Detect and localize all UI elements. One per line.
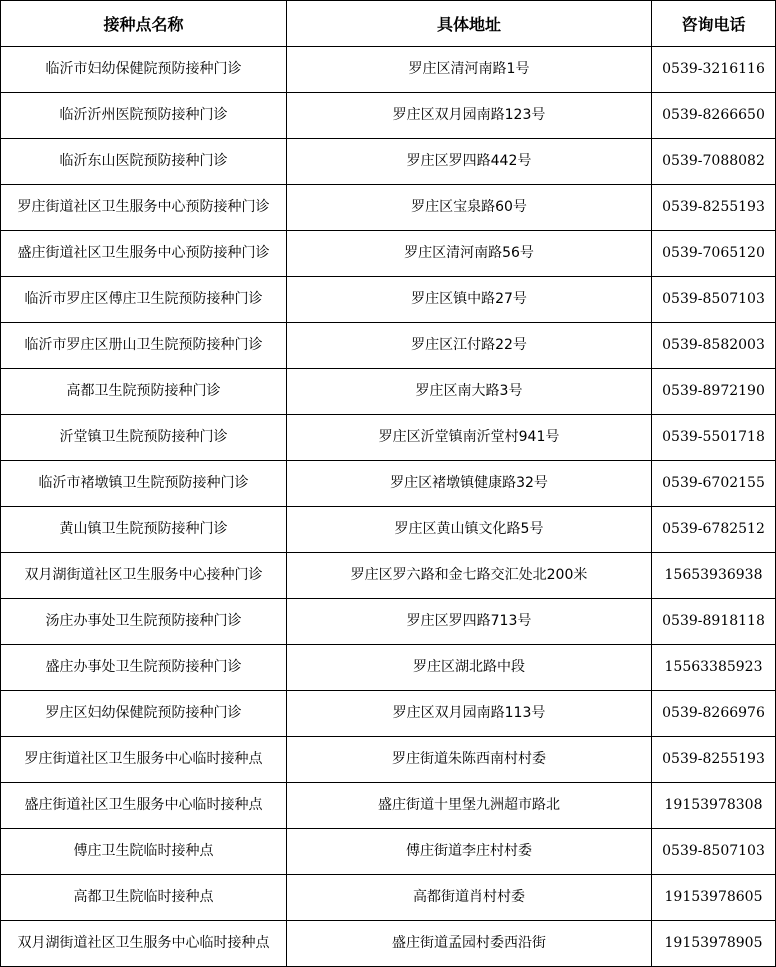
phone-cell: 0539-8266976 [652,691,776,737]
site-name-cell: 临沂市罗庄区傅庄卫生院预防接种门诊 [1,277,287,323]
site-name-cell: 盛庄街道社区卫生服务中心预防接种门诊 [1,231,287,277]
site-name-cell: 临沂东山医院预防接种门诊 [1,139,287,185]
table-row [1,553,776,599]
site-name-cell: 罗庄区妇幼保健院预防接种门诊 [1,691,287,737]
site-name-cell: 双月湖街道社区卫生服务中心临时接种点 [1,921,287,967]
address-cell: 盛庄街道孟园村委西沿街 [287,921,652,967]
site-name-cell: 临沂沂州医院预防接种门诊 [1,93,287,139]
phone-cell: 0539-8507103 [652,829,776,875]
table-row [1,47,776,93]
phone-cell: 0539-8255193 [652,737,776,783]
phone-cell: 0539-3216116 [652,47,776,93]
site-name-cell: 高都卫生院预防接种门诊 [1,369,287,415]
address-cell: 罗庄区罗四路442号 [287,139,652,185]
address-cell: 罗庄区镇中路27号 [287,277,652,323]
phone-cell: 19153978905 [652,921,776,967]
site-name-cell: 汤庄办事处卫生院预防接种门诊 [1,599,287,645]
phone-cell: 0539-7088082 [652,139,776,185]
address-cell: 高都街道肖村村委 [287,875,652,921]
header-address: 具体地址 [287,1,652,47]
address-cell: 罗庄街道朱陈西南村村委 [287,737,652,783]
address-cell: 罗庄区宝泉路60号 [287,185,652,231]
address-cell: 罗庄区黄山镇文化路5号 [287,507,652,553]
table-body [1,47,776,967]
phone-cell: 0539-8972190 [652,369,776,415]
phone-cell: 15563385923 [652,645,776,691]
phone-cell: 0539-8255193 [652,185,776,231]
address-cell: 罗庄区褚墩镇健康路32号 [287,461,652,507]
site-name-cell: 临沂市罗庄区册山卫生院预防接种门诊 [1,323,287,369]
table-row [1,737,776,783]
address-cell: 罗庄区南大路3号 [287,369,652,415]
phone-cell: 15653936938 [652,553,776,599]
address-cell: 罗庄区湖北路中段 [287,645,652,691]
table-header-row [1,1,776,47]
table-row [1,231,776,277]
table-row [1,507,776,553]
table-row [1,691,776,737]
table-row [1,369,776,415]
table-row [1,93,776,139]
site-name-cell: 傅庄卫生院临时接种点 [1,829,287,875]
table-row [1,323,776,369]
address-cell: 罗庄区沂堂镇南沂堂村941号 [287,415,652,461]
phone-cell: 0539-6782512 [652,507,776,553]
table-row [1,139,776,185]
address-cell: 罗庄区江付路22号 [287,323,652,369]
address-cell: 罗庄区清河南路56号 [287,231,652,277]
table-row [1,185,776,231]
site-name-cell: 罗庄街道社区卫生服务中心预防接种门诊 [1,185,287,231]
address-cell: 罗庄区清河南路1号 [287,47,652,93]
phone-cell: 0539-5501718 [652,415,776,461]
table-row [1,829,776,875]
phone-cell: 0539-8918118 [652,599,776,645]
site-name-cell: 罗庄街道社区卫生服务中心临时接种点 [1,737,287,783]
site-name-cell: 双月湖街道社区卫生服务中心接种门诊 [1,553,287,599]
table-row [1,875,776,921]
site-name-cell: 盛庄街道社区卫生服务中心临时接种点 [1,783,287,829]
table-row [1,783,776,829]
phone-cell: 0539-8266650 [652,93,776,139]
phone-cell: 0539-6702155 [652,461,776,507]
table-row [1,415,776,461]
header-name: 接种点名称 [1,1,287,47]
address-cell: 罗庄区双月园南路113号 [287,691,652,737]
phone-cell: 0539-8507103 [652,277,776,323]
table-row [1,277,776,323]
site-name-cell: 临沂市褚墩镇卫生院预防接种门诊 [1,461,287,507]
phone-cell: 19153978605 [652,875,776,921]
site-name-cell: 高都卫生院临时接种点 [1,875,287,921]
site-name-cell: 沂堂镇卫生院预防接种门诊 [1,415,287,461]
table-row [1,461,776,507]
address-cell: 罗庄区双月园南路123号 [287,93,652,139]
table-row [1,645,776,691]
address-cell: 盛庄街道十里堡九洲超市路北 [287,783,652,829]
site-name-cell: 黄山镇卫生院预防接种门诊 [1,507,287,553]
site-name-cell: 盛庄办事处卫生院预防接种门诊 [1,645,287,691]
address-cell: 傅庄街道李庄村村委 [287,829,652,875]
phone-cell: 0539-7065120 [652,231,776,277]
phone-cell: 19153978308 [652,783,776,829]
site-name-cell: 临沂市妇幼保健院预防接种门诊 [1,47,287,93]
table-row [1,599,776,645]
address-cell: 罗庄区罗四路713号 [287,599,652,645]
table-row [1,921,776,967]
address-cell: 罗庄区罗六路和金七路交汇处北200米 [287,553,652,599]
phone-cell: 0539-8582003 [652,323,776,369]
header-phone: 咨询电话 [652,1,776,47]
